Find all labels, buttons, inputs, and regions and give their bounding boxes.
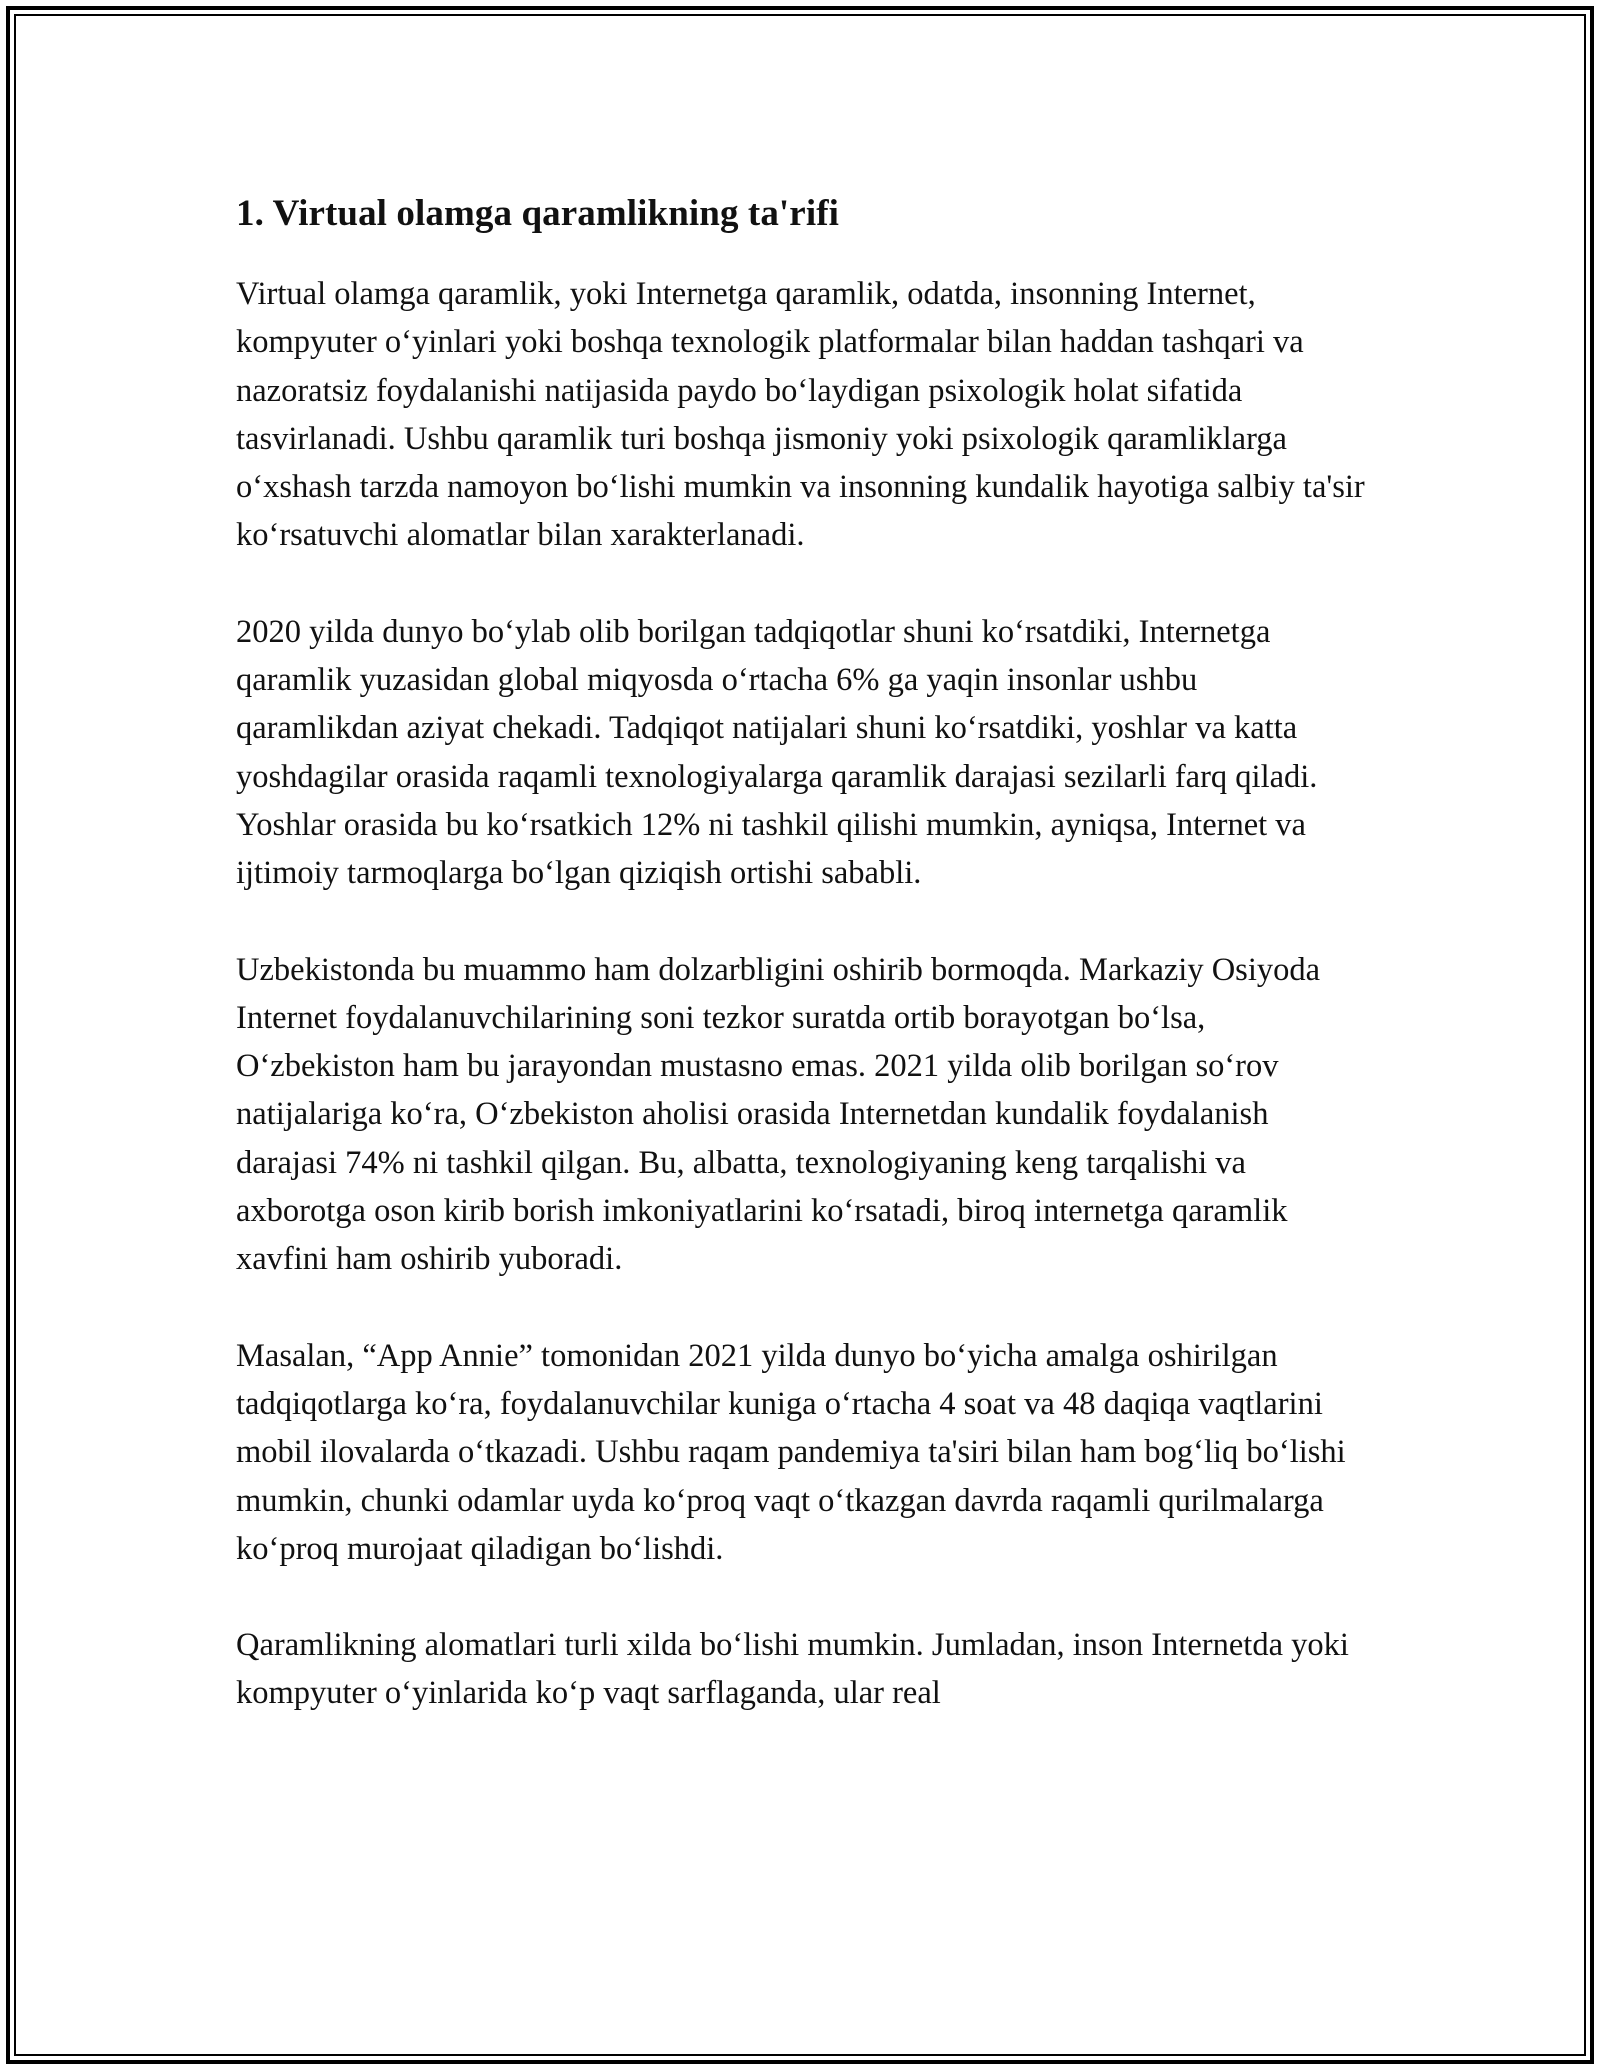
paragraph-uzbekistan: Uzbekistonda bu muammo ham dolzarbligini oshirib bormoqda. Markaziy Osiyoda Internet foydalanuvchilarining soni tezkor suratda ortib borayotgan bo‘lsa, O‘zbekiston ham bu jarayondan mustasno emas. 2021 yilda olib borilgan so‘rov natijalariga ko‘ra, O‘zbekiston aholisi orasida Internetdan kundalik foydalanish darajasi 74% ni tashkil qilgan. Bu, albatta, texnologiyaning keng tarqalishi va axborotga oson kirib borish imkoniyatlarini ko‘rsatadi, biroq internetga qaramlik xavfini ham oshirib yuboradi. [236,951,1321,1278]
document-body [236,186,1366,1718]
paragraph-definition: Virtual olamga qaramlik, yoki Internetga qaramlik, odatda, insonning Internet, kompyuter o‘yinlari yoki boshqa texnologik platformalar bilan haddan tashqari va nazoratsiz foydalanishi natijasida paydo bo‘laydigan psixologik holat sifatida tasvirlanadi. Ushbu qaramlik turi boshqa jismoniy yoki psixologik qaramliklarga o‘xshash tarzda namoyon bo‘lishi mumkin va insonning kundalik hayotiga salbiy ta'sir ko‘rsatuvchi alomatlar bilan xarakterlanadi. [236,276,1365,554]
paragraph-symptoms: Qaramlikning alomatlari turli xilda bo‘lishi mumkin. Jumladan, inson Internetda yoki kompyuter o‘yinlarida ko‘p vaqt sarflaganda, ular real [236,1627,1349,1712]
paragraph-app-annie: Masalan, “App Annie” tomonidan 2021 yilda dunyo bo‘yicha amalga oshirilgan tadqiqotlarga ko‘ra, foydalanuvchilar kuniga o‘rtacha 4 soat va 48 daqiqa vaqtlarini mobil ilovalarda o‘tkazadi. Ushbu raqam pandemiya ta'siri bilan ham bog‘liq bo‘lishi mumkin, chunki odamlar uyda ko‘proq vaqt o‘tkazgan davrda raqamli qurilmalarga ko‘proq murojaat qiladigan bo‘lishdi. [236,1337,1346,1567]
paragraph-global-statistics: 2020 yilda dunyo bo‘ylab olib borilgan tadqiqotlar shuni ko‘rsatdiki, Internetga qaramlik yuzasidan global miqyosda o‘rtacha 6% ga yaqin insonlar ushbu qaramlikdan aziyat chekadi. Tadqiqot natijalari shuni ko‘rsatdiki, yoshlar va katta yoshdagilar orasida raqamli texnologiyalarga qaramlik darajasi sezilarli farq qiladi. Yoshlar orasida bu ko‘rsatkich 12% ni tashkil qilishi mumkin, ayniqsa, Internet va ijtimoiy tarmoqlarga bo‘lgan qiziqish ortishi sababli. [236,613,1318,892]
section-heading: 1. Virtual olamga qaramlikning ta'rifi [236,193,840,234]
